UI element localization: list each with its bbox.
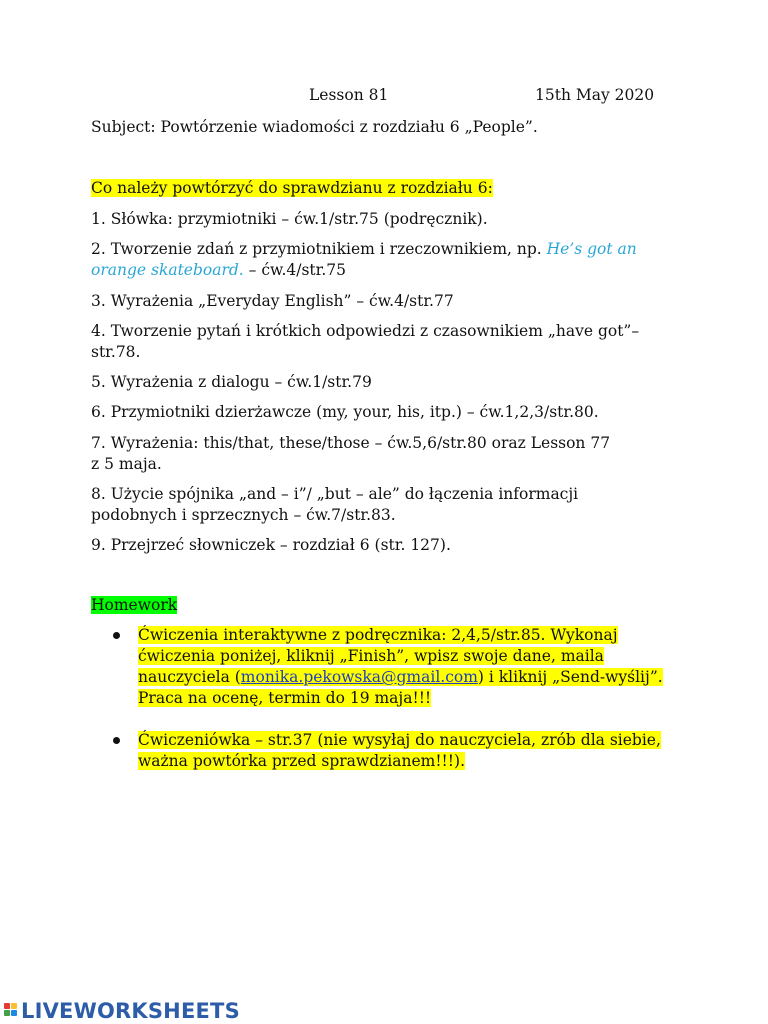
bullet-dot-icon <box>113 737 120 744</box>
homework-heading-text: Homework <box>91 596 178 614</box>
review-item-2-text: 2. Tworzenie zdań z przymiotnikiem i rzeczownikiem, np. <box>91 240 547 258</box>
subject-line: Subject: Powtórzenie wiadomości z rozdziału 6 „People”. <box>91 118 538 136</box>
review-item-6: 6. Przymiotniki dzierżawcze (my, your, his, itp.) – ćw.1,2,3/str.80. <box>91 403 599 421</box>
teacher-email-link[interactable]: monika.pekowska@gmail.com <box>240 668 478 686</box>
review-item-4-line2: str.78. <box>91 343 141 361</box>
homework-item-1-line3-before: nauczyciela ( <box>138 668 241 686</box>
liveworksheets-logo-icon <box>4 1001 20 1021</box>
review-item-3: 3. Wyrażenia „Everyday English” – ćw.4/str.77 <box>91 292 454 310</box>
review-item-4-line1: 4. Tworzenie pytań i krótkich odpowiedzi z czasownikiem „have got”– <box>91 322 640 340</box>
homework-item-1-line4: Praca na ocenę, termin do 19 maja!!! <box>138 689 432 707</box>
review-item-7-line2: z 5 maja. <box>91 455 162 473</box>
review-item-5: 5. Wyrażenia z dialogu – ćw.1/str.79 <box>91 373 372 391</box>
review-item-2-rest: – ćw.4/str.75 <box>243 261 346 279</box>
homework-item-1-line3-after: ) i kliknij „Send-wyślij”. <box>477 668 663 686</box>
homework-item-1 <box>91 625 711 709</box>
review-item-7-line1: 7. Wyrażenia: this/that, these/those – ćw.5,6/str.80 oraz Lesson 77 <box>91 434 611 452</box>
review-item-9: 9. Przejrzeć słowniczek – rozdział 6 (str. 127). <box>91 536 451 554</box>
liveworksheets-logo[interactable] <box>4 998 240 1024</box>
homework-item-2-line2: ważna powtórka przed sprawdzianem!!!). <box>138 752 465 770</box>
review-item-2-line2 <box>91 260 346 281</box>
example-sentence-part2: orange skateboard. <box>91 261 244 279</box>
homework-item-1-line2: ćwiczenia poniżej, kliknij „Finish”, wpisz swoje dane, maila <box>138 647 604 665</box>
homework-item-1-line3 <box>138 668 663 686</box>
review-heading-text: Co należy powtórzyć do sprawdzianu z rozdziału 6: <box>91 179 493 197</box>
homework-heading <box>91 595 177 616</box>
review-item-2-line1 <box>91 239 637 260</box>
lesson-date: 15th May 2020 <box>535 86 655 104</box>
review-item-8-line1: 8. Użycie spójnika „and – i”/ „but – ale” do łączenia informacji <box>91 485 579 503</box>
liveworksheets-brand: LIVEWORKSHEETS <box>21 999 240 1023</box>
homework-list <box>91 625 711 793</box>
review-item-1: 1. Słówka: przymiotniki – ćw.1/str.75 (podręcznik). <box>91 210 488 228</box>
review-heading <box>91 178 493 199</box>
homework-item-2-line1: Ćwiczeniówka – str.37 (nie wysyłaj do nauczyciela, zrób dla siebie, <box>138 731 661 749</box>
bullet-dot-icon <box>113 632 120 639</box>
review-item-8-line2: podobnych i sprzecznych – ćw.7/str.83. <box>91 506 396 524</box>
homework-item-2 <box>91 730 711 772</box>
example-sentence-part1: He’s got an <box>546 240 637 258</box>
homework-item-1-line1: Ćwiczenia interaktywne z podręcznika: 2,4,5/str.85. Wykonaj <box>138 626 618 644</box>
lesson-number: Lesson 81 <box>309 86 389 104</box>
